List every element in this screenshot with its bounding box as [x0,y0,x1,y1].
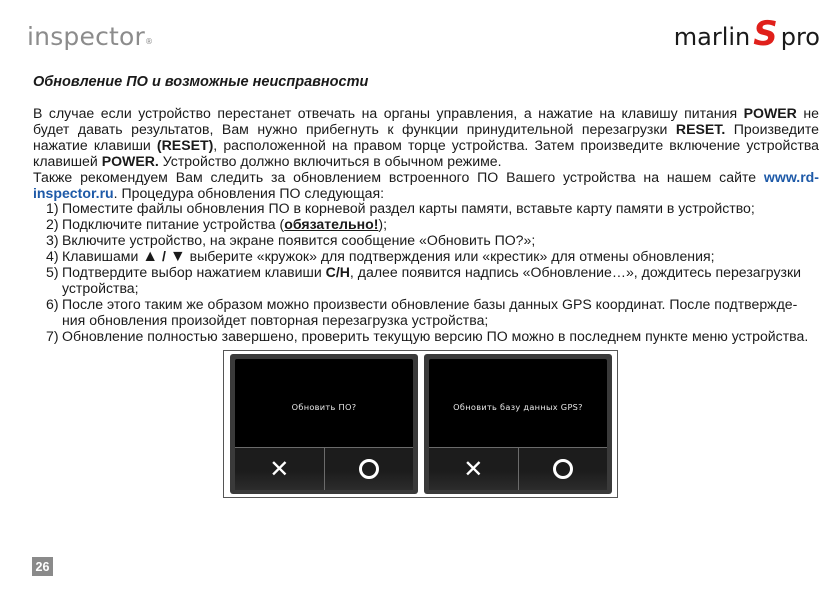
cross-icon: ✕ [269,455,290,483]
inspector-logo-text: inspector [27,22,145,51]
step-number: 6) [46,295,59,312]
step-text: Подключите питание устройства ( [62,216,285,233]
list-item [33,329,819,345]
list-item [33,233,819,249]
device-screenshots [223,350,618,498]
document-body [33,106,819,345]
list-item [33,297,819,329]
pro-logo-text: pro [780,23,820,51]
section-title: Обновление ПО и возможные неисправности [33,74,369,90]
list-item [33,265,819,297]
cancel-button[interactable] [235,448,324,490]
update-gps-database-screen [424,354,612,494]
step-text: выберите «кружок» для подтверждения или «крестик» для отмены обновления; [185,248,715,265]
cancel-button[interactable] [429,448,518,490]
step-number: 1) [46,200,59,217]
step-number: 5) [46,264,59,281]
page-number: 26 [32,557,53,576]
screen-button-bar [235,447,413,490]
power-key-label: POWER. [101,152,159,169]
cross-icon: ✕ [463,455,484,483]
marlin-logo-text: marlin [673,23,751,51]
screen-message: Обновить ПО? [291,402,357,412]
text-run: Также рекомендуем Вам следить за обновлением встроенного ПО Вашего устройства на нашем сайте [33,168,764,185]
text-run: , расположенной на правом торце устройства. Затем произведите включение устройства клавишей [33,136,819,169]
update-firmware-screen [230,354,418,494]
arrow-separator: / [158,248,170,265]
screen-message: Обновить базу данных GPS? [453,402,583,412]
confirm-button[interactable] [518,448,608,490]
update-steps-list [33,201,819,344]
step-number: 7) [46,327,59,344]
update-paragraph [33,170,819,202]
registered-mark: ® [145,37,154,46]
step-text: Клавишами [62,248,143,265]
brand-s-icon: S [753,14,778,54]
reset-key-label: (RESET) [156,136,214,153]
step-text: После этого таким же образом можно произвести обновление базы данных GPS координат. После подтвержде-ния обновления произойдет повторная перезагрузка устройства; [62,295,798,328]
step-text: Поместите файлы обновления ПО в корневой раздел карты памяти, вставьте карту памяти в устройство; [62,200,755,217]
screen-button-bar [429,447,607,490]
website-link[interactable]: www.rd-inspector.ru [33,168,819,201]
inspector-logo [27,22,153,51]
reset-paragraph [33,106,819,170]
text-run: Произведите нажатие клавиши [33,120,819,153]
power-key-label: POWER [743,105,797,121]
circle-icon [553,459,573,479]
list-item [33,217,819,233]
step-text: Включите устройство, на экране появится сообщение «Обновить ПО?»; [62,232,536,249]
marlin-pro-logo [673,14,820,54]
list-item [33,249,819,265]
list-item [33,201,819,217]
step-text: Подтвердите выбор нажатием клавиши [62,264,326,281]
step-number: 3) [46,232,59,249]
text-run: не будет давать результатов, Вам нужно прибегнуть к функции принудительной перезагрузки [33,105,819,137]
confirm-button[interactable] [324,448,414,490]
screen-display [429,359,607,490]
down-arrow-icon: ▼ [169,248,186,266]
step-number: 2) [46,216,59,233]
up-arrow-icon: ▲ [142,248,159,266]
screen-display [235,359,413,490]
step-number: 4) [46,248,59,265]
reset-key-label: RESET. [675,120,726,137]
step-text: , далее появится надпись «Обновление…», дождитесь перезагрузки устройства; [62,264,801,296]
step-text: ); [378,216,388,233]
text-run: В случае если устройство перестанет отвечать на органы управления, а нажатие на клавишу питания [33,105,744,121]
step-text: Обновление полностью завершено, проверить текущую версию ПО можно в последнем пункте меню устройства. [62,327,809,344]
mandatory-emphasis: обязательно! [284,216,379,233]
circle-icon [359,459,379,479]
text-run: . Процедура обновления ПО следующая: [113,184,385,201]
text-run: Устройство должно включиться в обычном режиме. [158,152,502,169]
ch-key-label: С/Н [325,264,350,281]
